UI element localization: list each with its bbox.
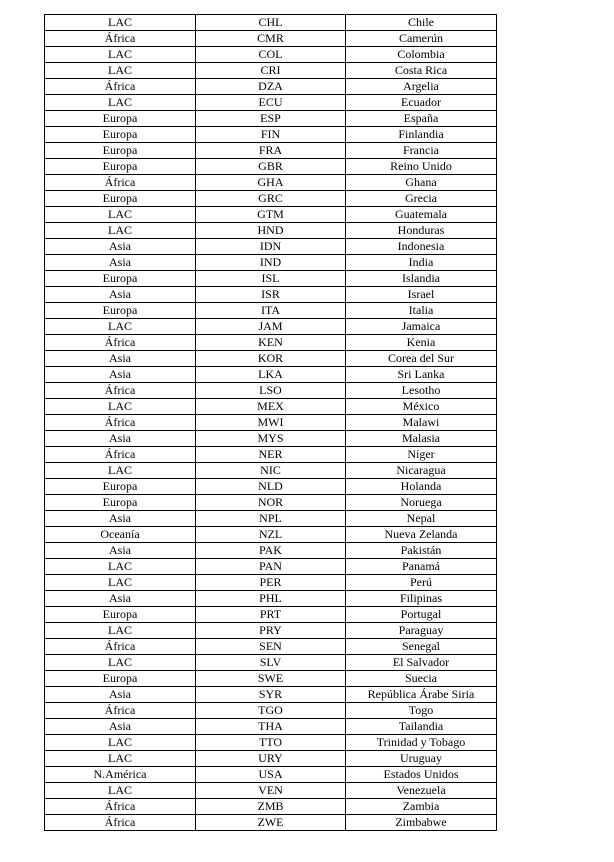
country-name-cell: Togo: [346, 703, 497, 719]
table-row: [45, 31, 497, 47]
region-cell: Asia: [45, 255, 196, 271]
region-cell: LAC: [45, 319, 196, 335]
country-code-cell: COL: [196, 47, 346, 63]
region-cell: Oceanía: [45, 527, 196, 543]
region-cell: Europa: [45, 495, 196, 511]
country-name-cell: Filipinas: [346, 591, 497, 607]
table-row: [45, 687, 497, 703]
country-code-cell: SEN: [196, 639, 346, 655]
country-code-cell: FIN: [196, 127, 346, 143]
country-code-cell: VEN: [196, 783, 346, 799]
table-row: [45, 383, 497, 399]
country-code-cell: LKA: [196, 367, 346, 383]
region-cell: Europa: [45, 191, 196, 207]
country-name-cell: Honduras: [346, 223, 497, 239]
region-cell: África: [45, 175, 196, 191]
country-code-cell: MWI: [196, 415, 346, 431]
country-code-cell: PER: [196, 575, 346, 591]
table-row: [45, 479, 497, 495]
region-cell: LAC: [45, 751, 196, 767]
country-code-cell: ITA: [196, 303, 346, 319]
country-code-cell: CHL: [196, 15, 346, 31]
table-row: [45, 527, 497, 543]
region-cell: Asia: [45, 543, 196, 559]
region-cell: LAC: [45, 783, 196, 799]
country-name-cell: Holanda: [346, 479, 497, 495]
country-name-cell: Italia: [346, 303, 497, 319]
country-name-cell: Israel: [346, 287, 497, 303]
country-code-cell: HND: [196, 223, 346, 239]
table-row: [45, 447, 497, 463]
region-cell: LAC: [45, 735, 196, 751]
region-cell: África: [45, 703, 196, 719]
table-row: [45, 95, 497, 111]
country-code-cell: KEN: [196, 335, 346, 351]
country-name-cell: Tailandia: [346, 719, 497, 735]
country-code-cell: SWE: [196, 671, 346, 687]
country-code-cell: NZL: [196, 527, 346, 543]
country-code-cell: MEX: [196, 399, 346, 415]
country-name-cell: Zimbabwe: [346, 815, 497, 831]
region-cell: Asia: [45, 287, 196, 303]
country-code-cell: NIC: [196, 463, 346, 479]
table-row: [45, 543, 497, 559]
table-row: [45, 271, 497, 287]
region-cell: LAC: [45, 559, 196, 575]
country-name-cell: Nicaragua: [346, 463, 497, 479]
country-code-cell: PAN: [196, 559, 346, 575]
country-code-cell: GTM: [196, 207, 346, 223]
country-name-cell: Francia: [346, 143, 497, 159]
table-row: [45, 47, 497, 63]
table-row: [45, 287, 497, 303]
region-cell: África: [45, 799, 196, 815]
country-name-cell: Corea del Sur: [346, 351, 497, 367]
country-name-cell: Islandia: [346, 271, 497, 287]
country-code-cell: KOR: [196, 351, 346, 367]
country-name-cell: Jamaica: [346, 319, 497, 335]
table-row: [45, 127, 497, 143]
region-cell: LAC: [45, 575, 196, 591]
country-code-cell: ZMB: [196, 799, 346, 815]
country-name-cell: Zambia: [346, 799, 497, 815]
country-table: [44, 14, 497, 831]
country-code-cell: PHL: [196, 591, 346, 607]
region-cell: LAC: [45, 47, 196, 63]
region-cell: África: [45, 447, 196, 463]
table-row: [45, 367, 497, 383]
country-name-cell: Ecuador: [346, 95, 497, 111]
country-name-cell: Ghana: [346, 175, 497, 191]
table-row: [45, 591, 497, 607]
country-name-cell: Perú: [346, 575, 497, 591]
country-name-cell: Venezuela: [346, 783, 497, 799]
country-name-cell: Indonesia: [346, 239, 497, 255]
country-code-cell: NPL: [196, 511, 346, 527]
region-cell: Europa: [45, 303, 196, 319]
country-code-cell: CMR: [196, 31, 346, 47]
country-code-cell: THA: [196, 719, 346, 735]
country-name-cell: Guatemala: [346, 207, 497, 223]
country-name-cell: Noruega: [346, 495, 497, 511]
region-cell: Asia: [45, 511, 196, 527]
table-row: [45, 639, 497, 655]
country-code-cell: PAK: [196, 543, 346, 559]
table-row: [45, 159, 497, 175]
country-name-cell: Colombia: [346, 47, 497, 63]
table-row: [45, 431, 497, 447]
country-code-cell: ESP: [196, 111, 346, 127]
table-row: [45, 303, 497, 319]
country-name-cell: Chile: [346, 15, 497, 31]
country-name-cell: Níger: [346, 447, 497, 463]
country-name-cell: España: [346, 111, 497, 127]
country-name-cell: Lesotho: [346, 383, 497, 399]
region-cell: África: [45, 335, 196, 351]
country-name-cell: Uruguay: [346, 751, 497, 767]
table-row: [45, 671, 497, 687]
table-row: [45, 399, 497, 415]
table-row: [45, 575, 497, 591]
country-code-cell: GBR: [196, 159, 346, 175]
table-row: [45, 623, 497, 639]
table-row: [45, 783, 497, 799]
table-row: [45, 511, 497, 527]
table-row: [45, 335, 497, 351]
country-name-cell: India: [346, 255, 497, 271]
country-name-cell: México: [346, 399, 497, 415]
region-cell: Europa: [45, 159, 196, 175]
country-code-cell: JAM: [196, 319, 346, 335]
country-name-cell: Pakistán: [346, 543, 497, 559]
country-code-cell: TGO: [196, 703, 346, 719]
country-name-cell: Grecia: [346, 191, 497, 207]
country-name-cell: Kenia: [346, 335, 497, 351]
table-row: [45, 111, 497, 127]
country-name-cell: Malawi: [346, 415, 497, 431]
region-cell: Asia: [45, 687, 196, 703]
region-cell: África: [45, 383, 196, 399]
country-name-cell: Trinidad y Tobago: [346, 735, 497, 751]
country-code-cell: IDN: [196, 239, 346, 255]
country-code-cell: GRC: [196, 191, 346, 207]
country-name-cell: Finlandia: [346, 127, 497, 143]
country-name-cell: Suecia: [346, 671, 497, 687]
region-cell: Europa: [45, 671, 196, 687]
country-code-cell: URY: [196, 751, 346, 767]
country-name-cell: Nepal: [346, 511, 497, 527]
region-cell: LAC: [45, 15, 196, 31]
region-cell: LAC: [45, 655, 196, 671]
table-row: [45, 559, 497, 575]
country-code-cell: PRT: [196, 607, 346, 623]
table-row: [45, 719, 497, 735]
country-code-cell: ISL: [196, 271, 346, 287]
table-row: [45, 207, 497, 223]
country-code-cell: USA: [196, 767, 346, 783]
country-name-cell: Camerún: [346, 31, 497, 47]
table-row: [45, 655, 497, 671]
table-row: [45, 239, 497, 255]
country-name-cell: Sri Lanka: [346, 367, 497, 383]
region-cell: África: [45, 639, 196, 655]
region-cell: LAC: [45, 63, 196, 79]
country-code-cell: ECU: [196, 95, 346, 111]
table-row: [45, 143, 497, 159]
country-code-cell: SYR: [196, 687, 346, 703]
country-name-cell: Portugal: [346, 607, 497, 623]
country-code-cell: GHA: [196, 175, 346, 191]
region-cell: Europa: [45, 127, 196, 143]
table-row: [45, 223, 497, 239]
region-cell: Europa: [45, 111, 196, 127]
region-cell: África: [45, 79, 196, 95]
region-cell: Asia: [45, 591, 196, 607]
country-code-cell: LSO: [196, 383, 346, 399]
table-row: [45, 63, 497, 79]
country-code-cell: ZWE: [196, 815, 346, 831]
country-code-cell: MYS: [196, 431, 346, 447]
country-code-cell: DZA: [196, 79, 346, 95]
country-name-cell: Nueva Zelanda: [346, 527, 497, 543]
country-code-cell: CRI: [196, 63, 346, 79]
region-cell: LAC: [45, 223, 196, 239]
table-row: [45, 79, 497, 95]
region-cell: África: [45, 415, 196, 431]
region-cell: LAC: [45, 623, 196, 639]
country-name-cell: Paraguay: [346, 623, 497, 639]
region-cell: Asia: [45, 719, 196, 735]
region-cell: LAC: [45, 95, 196, 111]
table-row: [45, 495, 497, 511]
country-name-cell: Costa Rica: [346, 63, 497, 79]
table-row: [45, 767, 497, 783]
region-cell: LAC: [45, 207, 196, 223]
country-code-cell: NER: [196, 447, 346, 463]
table-row: [45, 703, 497, 719]
country-code-cell: TTO: [196, 735, 346, 751]
table-row: [45, 191, 497, 207]
region-cell: N.América: [45, 767, 196, 783]
country-name-cell: Reino Unido: [346, 159, 497, 175]
country-code-cell: IND: [196, 255, 346, 271]
region-cell: Europa: [45, 143, 196, 159]
region-cell: África: [45, 31, 196, 47]
table-row: [45, 415, 497, 431]
table-body: [45, 15, 497, 831]
table-row: [45, 751, 497, 767]
table-row: [45, 463, 497, 479]
country-code-cell: SLV: [196, 655, 346, 671]
region-cell: Europa: [45, 479, 196, 495]
country-name-cell: Senegal: [346, 639, 497, 655]
region-cell: LAC: [45, 399, 196, 415]
country-name-cell: El Salvador: [346, 655, 497, 671]
country-code-cell: NOR: [196, 495, 346, 511]
country-name-cell: Malasia: [346, 431, 497, 447]
region-cell: LAC: [45, 463, 196, 479]
table-row: [45, 319, 497, 335]
country-code-cell: FRA: [196, 143, 346, 159]
table-row: [45, 351, 497, 367]
table-row: [45, 799, 497, 815]
country-name-cell: Argelia: [346, 79, 497, 95]
region-cell: África: [45, 815, 196, 831]
table-row: [45, 255, 497, 271]
table-row: [45, 815, 497, 831]
table-row: [45, 735, 497, 751]
region-cell: Asia: [45, 239, 196, 255]
country-code-cell: PRY: [196, 623, 346, 639]
region-cell: Europa: [45, 271, 196, 287]
country-code-cell: NLD: [196, 479, 346, 495]
country-code-cell: ISR: [196, 287, 346, 303]
region-cell: Asia: [45, 431, 196, 447]
country-name-cell: Panamá: [346, 559, 497, 575]
table-row: [45, 175, 497, 191]
table-row: [45, 15, 497, 31]
region-cell: Europa: [45, 607, 196, 623]
country-name-cell: República Árabe Siria: [346, 687, 497, 703]
region-cell: Asia: [45, 367, 196, 383]
country-name-cell: Estados Unidos: [346, 767, 497, 783]
table-row: [45, 607, 497, 623]
region-cell: Asia: [45, 351, 196, 367]
